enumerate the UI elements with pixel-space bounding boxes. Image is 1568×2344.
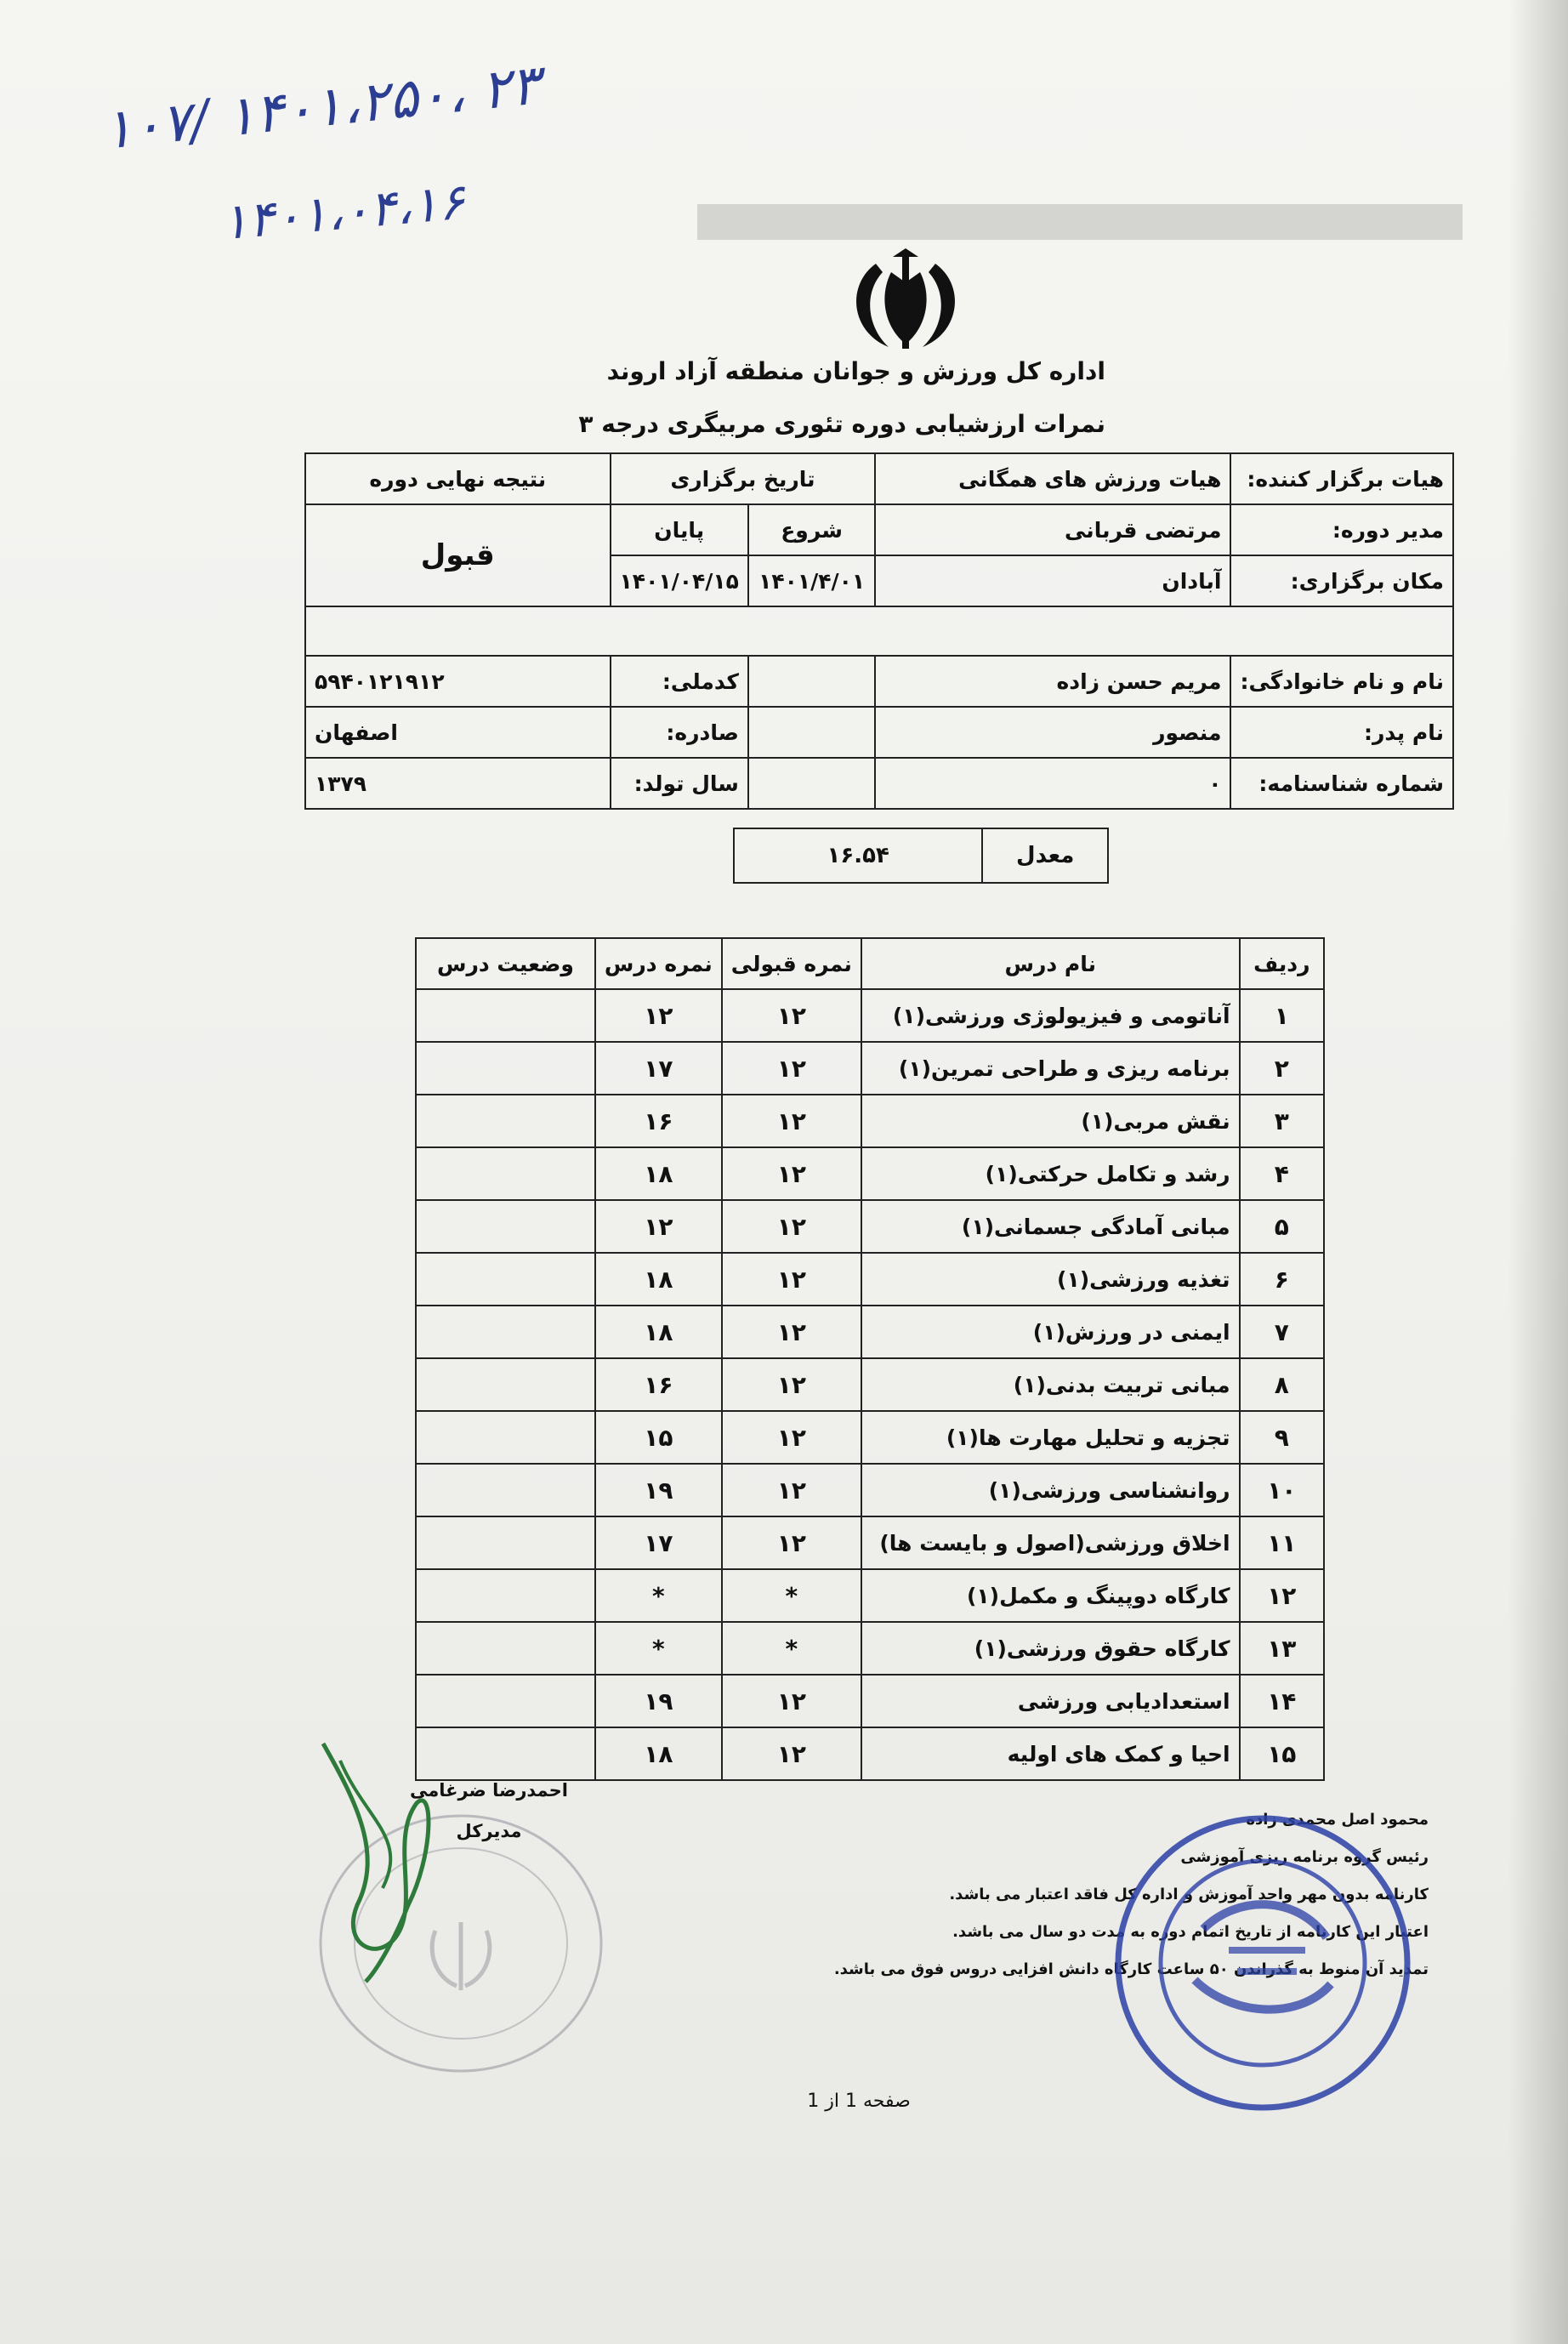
course-name: استعدادیابی ورزشی bbox=[861, 1675, 1240, 1727]
pass-score: ۱۲ bbox=[722, 1727, 861, 1780]
row-number: ۱۰ bbox=[1240, 1464, 1324, 1516]
result-label: نتیجه نهایی دوره bbox=[305, 453, 611, 504]
end-label: پایان bbox=[611, 504, 748, 555]
document-title: نمرات ارزشیابی دوره تئوری مربیگری درجه ۳ bbox=[578, 410, 1105, 438]
birth-year-value: ۱۳۷۹ bbox=[305, 758, 611, 809]
scan-band bbox=[697, 204, 1463, 240]
organization-title: اداره کل ورزش و جوانان منطقه آزاد اروند bbox=[606, 357, 1105, 385]
course-score: * bbox=[595, 1622, 722, 1675]
grade-row bbox=[416, 1622, 1324, 1675]
grades-table bbox=[415, 937, 1325, 1781]
grade-row bbox=[416, 1042, 1324, 1095]
course-name: آناتومی و فیزیولوژی ورزشی(۱) bbox=[861, 989, 1240, 1042]
pass-score: ۱۲ bbox=[722, 1306, 861, 1358]
row-number: ۱ bbox=[1240, 989, 1324, 1042]
grade-row bbox=[416, 1411, 1324, 1464]
grade-row bbox=[416, 1200, 1324, 1253]
course-status bbox=[416, 1411, 595, 1464]
pass-score: ۱۲ bbox=[722, 989, 861, 1042]
row-number: ۴ bbox=[1240, 1147, 1324, 1200]
course-name: احیا و کمک های اولیه bbox=[861, 1727, 1240, 1780]
id-number-value: ۰ bbox=[875, 758, 1230, 809]
grade-row bbox=[416, 1569, 1324, 1622]
grade-row bbox=[416, 1464, 1324, 1516]
course-info-table bbox=[304, 452, 1454, 810]
final-result: قبول bbox=[305, 504, 611, 606]
row-number: ۳ bbox=[1240, 1095, 1324, 1147]
handwritten-reference: ۲۳ ،۱۴۰۱،۲۵۰ /۱۰۷ bbox=[99, 54, 543, 162]
row-number: ۵ bbox=[1240, 1200, 1324, 1253]
header-course-status: وضعیت درس bbox=[416, 938, 595, 989]
grade-rows bbox=[416, 989, 1324, 1780]
left-signatory-name: احمدرضا ضرغامی bbox=[410, 1780, 568, 1801]
iran-emblem-icon bbox=[842, 247, 969, 357]
grade-row bbox=[416, 989, 1324, 1042]
course-name: کارگاه دوپینگ و مکمل(۱) bbox=[861, 1569, 1240, 1622]
course-name: ایمنی در ورزش(۱) bbox=[861, 1306, 1240, 1358]
course-status bbox=[416, 1464, 595, 1516]
grade-row bbox=[416, 1253, 1324, 1306]
note-2: اعتبار این کارنامه از تاریخ اتمام دوره به مدت دو سال می باشد. bbox=[952, 1923, 1429, 1941]
row-number: ۱۲ bbox=[1240, 1569, 1324, 1622]
grade-row bbox=[416, 1516, 1324, 1569]
course-name: تجزیه و تحلیل مهارت ها(۱) bbox=[861, 1411, 1240, 1464]
course-status bbox=[416, 1095, 595, 1147]
course-score: ۱۸ bbox=[595, 1147, 722, 1200]
course-status bbox=[416, 1253, 595, 1306]
course-score: ۱۶ bbox=[595, 1358, 722, 1411]
course-status bbox=[416, 1042, 595, 1095]
pass-score: * bbox=[722, 1569, 861, 1622]
course-score: ۱۲ bbox=[595, 1200, 722, 1253]
course-score: ۱۷ bbox=[595, 1042, 722, 1095]
course-status bbox=[416, 1306, 595, 1358]
pass-score: ۱۲ bbox=[722, 1200, 861, 1253]
course-name: اخلاق ورزشی(اصول و بایست ها) bbox=[861, 1516, 1240, 1569]
course-score: ۱۸ bbox=[595, 1253, 722, 1306]
left-signatory-title: مدیرکل bbox=[456, 1821, 522, 1841]
place-label: مکان برگزاری: bbox=[1230, 555, 1453, 606]
grade-row bbox=[416, 1727, 1324, 1780]
id-number-label: شماره شناسنامه: bbox=[1230, 758, 1453, 809]
course-status bbox=[416, 1200, 595, 1253]
pass-score: ۱۲ bbox=[722, 1042, 861, 1095]
course-score: ۱۲ bbox=[595, 989, 722, 1042]
course-score: ۱۷ bbox=[595, 1516, 722, 1569]
course-name: برنامه ریزی و طراحی تمرین(۱) bbox=[861, 1042, 1240, 1095]
course-name: کارگاه حقوق ورزشی(۱) bbox=[861, 1622, 1240, 1675]
course-name: تغذیه ورزشی(۱) bbox=[861, 1253, 1240, 1306]
start-label: شروع bbox=[748, 504, 875, 555]
pass-score: ۱۲ bbox=[722, 1411, 861, 1464]
row-number: ۱۳ bbox=[1240, 1622, 1324, 1675]
handwritten-date: ۱۴۰۱،۰۴،۱۶ bbox=[219, 172, 468, 252]
header-course-score: نمره درس bbox=[595, 938, 722, 989]
issued-label: صادره: bbox=[611, 707, 748, 758]
pass-score: ۱۲ bbox=[722, 1464, 861, 1516]
pass-score: ۱۲ bbox=[722, 1675, 861, 1727]
end-date: ۱۴۰۱/۰۴/۱۵ bbox=[611, 555, 748, 606]
course-score: ۱۵ bbox=[595, 1411, 722, 1464]
course-status bbox=[416, 989, 595, 1042]
course-status bbox=[416, 1516, 595, 1569]
row-number: ۹ bbox=[1240, 1411, 1324, 1464]
course-name: مبانی آمادگی جسمانی(۱) bbox=[861, 1200, 1240, 1253]
right-signatory-name: محمود اصل محمدی زاده bbox=[1246, 1811, 1429, 1829]
average-value: ۱۶.۵۴ bbox=[734, 828, 982, 883]
course-status bbox=[416, 1147, 595, 1200]
empty-cell bbox=[748, 758, 875, 809]
father-label: نام پدر: bbox=[1230, 707, 1453, 758]
row-number: ۱۵ bbox=[1240, 1727, 1324, 1780]
empty-cell bbox=[748, 656, 875, 707]
course-name: مبانی تربیت بدنی(۱) bbox=[861, 1358, 1240, 1411]
course-name: روانشناسی ورزشی(۱) bbox=[861, 1464, 1240, 1516]
grade-row bbox=[416, 1095, 1324, 1147]
pass-score: ۱۲ bbox=[722, 1095, 861, 1147]
date-label: تاریخ برگزاری bbox=[611, 453, 876, 504]
birth-year-label: سال تولد: bbox=[611, 758, 748, 809]
page-edge-shadow bbox=[1508, 0, 1568, 2344]
name-value: مریم حسن زاده bbox=[875, 656, 1230, 707]
director-label: مدیر دوره: bbox=[1230, 504, 1453, 555]
signature-left bbox=[306, 1735, 476, 1990]
course-status bbox=[416, 1569, 595, 1622]
course-score: ۱۶ bbox=[595, 1095, 722, 1147]
course-score: ۱۹ bbox=[595, 1675, 722, 1727]
row-number: ۶ bbox=[1240, 1253, 1324, 1306]
course-score: ۱۹ bbox=[595, 1464, 722, 1516]
pass-score: ۱۲ bbox=[722, 1253, 861, 1306]
header-pass-score: نمره قبولی bbox=[722, 938, 861, 989]
pass-score: * bbox=[722, 1622, 861, 1675]
issued-value: اصفهان bbox=[305, 707, 611, 758]
place-value: آبادان bbox=[875, 555, 1230, 606]
empty-cell bbox=[748, 707, 875, 758]
course-name: رشد و تکامل حرکتی(۱) bbox=[861, 1147, 1240, 1200]
average-table bbox=[733, 828, 1109, 884]
course-name: نقش مربی(۱) bbox=[861, 1095, 1240, 1147]
course-score: * bbox=[595, 1569, 722, 1622]
row-number: ۷ bbox=[1240, 1306, 1324, 1358]
director-value: مرتضی قربانی bbox=[875, 504, 1230, 555]
right-signatory-title: رئیس گروه برنامه ریزی آموزشی bbox=[1180, 1848, 1429, 1866]
course-status bbox=[416, 1358, 595, 1411]
national-code-label: کدملی: bbox=[611, 656, 748, 707]
pass-score: ۱۲ bbox=[722, 1516, 861, 1569]
start-date: ۱۴۰۱/۴/۰۱ bbox=[748, 555, 875, 606]
grade-row bbox=[416, 1675, 1324, 1727]
header-course-name: نام درس bbox=[861, 938, 1240, 989]
row-number: ۱۱ bbox=[1240, 1516, 1324, 1569]
grade-row bbox=[416, 1306, 1324, 1358]
note-1: کارنامه بدون مهر واحد آموزش و اداره کل فاقد اعتبار می باشد. bbox=[949, 1886, 1429, 1903]
average-label: معدل bbox=[982, 828, 1108, 883]
course-score: ۱۸ bbox=[595, 1306, 722, 1358]
course-score: ۱۸ bbox=[595, 1727, 722, 1780]
pass-score: ۱۲ bbox=[722, 1147, 861, 1200]
father-value: منصور bbox=[875, 707, 1230, 758]
stamp-right bbox=[1101, 1801, 1424, 2125]
course-status bbox=[416, 1675, 595, 1727]
row-number: ۸ bbox=[1240, 1358, 1324, 1411]
grade-row bbox=[416, 1147, 1324, 1200]
organizer-label: هیات برگزار کننده: bbox=[1230, 453, 1453, 504]
course-status bbox=[416, 1622, 595, 1675]
left-signatory bbox=[404, 1780, 574, 1841]
spacer-row bbox=[305, 606, 1453, 656]
organizer-value: هیات ورزش های همگانی bbox=[875, 453, 1230, 504]
page-footer: صفحه 1 از 1 bbox=[807, 2091, 911, 2112]
name-label: نام و نام خانوادگی: bbox=[1230, 656, 1453, 707]
note-3: تمدید آن منوط به گذراندن ۵۰ ساعت کارگاه دانش افزایی دروس فوق می باشد. bbox=[833, 1960, 1429, 1978]
row-number: ۱۴ bbox=[1240, 1675, 1324, 1727]
row-number: ۲ bbox=[1240, 1042, 1324, 1095]
pass-score: ۱۲ bbox=[722, 1358, 861, 1411]
national-code-value: ۵۹۴۰۱۲۱۹۱۲ bbox=[305, 656, 611, 707]
grade-row bbox=[416, 1358, 1324, 1411]
header-row-number: ردیف bbox=[1240, 938, 1324, 989]
